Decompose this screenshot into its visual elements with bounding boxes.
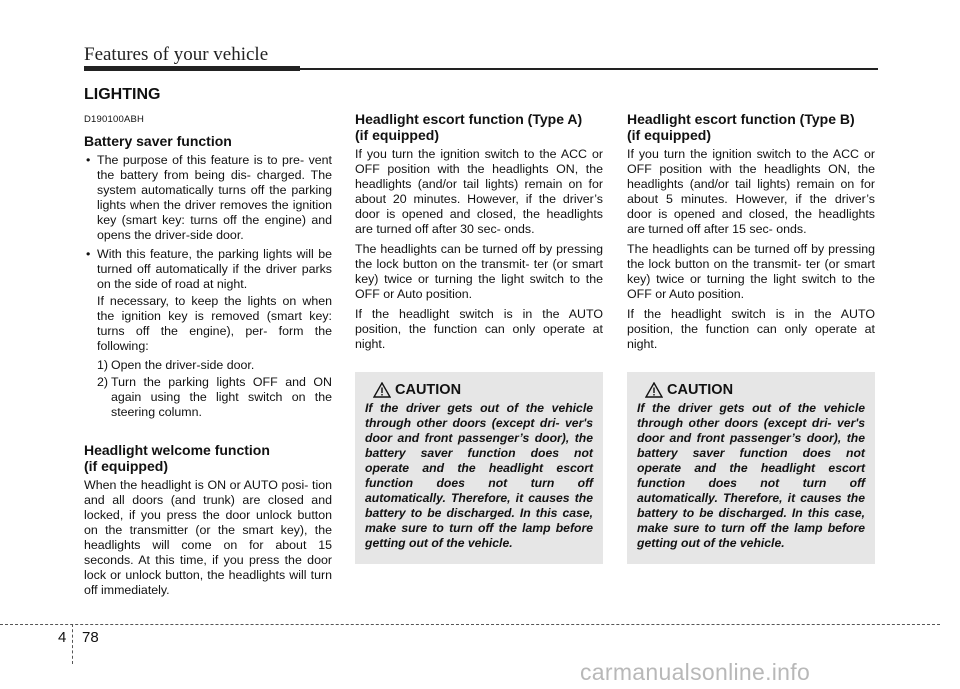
escort-a-heading xyxy=(355,111,603,143)
battery-saver-bullet-2 xyxy=(84,247,332,292)
escort-b-paragraph-3: If the headlight switch is in the AUTO position, the function can only operate at night. xyxy=(627,307,875,351)
escort-a-paragraph-2: The headlights can be turned off by pressing the lock button on the transmit- ter (or smart key) twice or turning the light switch to the OFF or Auto position. xyxy=(355,242,603,301)
step-text: Open the driver-side door. xyxy=(111,358,255,372)
caution-box xyxy=(627,372,875,564)
section-title: LIGHTING xyxy=(84,86,161,103)
footer-divider xyxy=(72,624,73,664)
escort-a-heading-line-1: Headlight escort function (Type A) xyxy=(355,111,583,127)
page-number: 78 xyxy=(82,629,99,646)
watermark: carmanualsonline.info xyxy=(580,659,811,685)
welcome-heading xyxy=(84,442,332,474)
battery-saver-bullet-1: • The purpose of this feature is to pre- vent the battery from being dis- charged. The system automatically turns off the parking lights when the driver removes the ignition key (smart key: turns off the engine) and opens the driver-side door. xyxy=(84,153,332,243)
column-middle xyxy=(355,111,603,357)
step-number: 1) xyxy=(97,358,109,372)
step-item xyxy=(97,358,332,373)
welcome-body: When the headlight is ON or AUTO posi- tion and all doors (and trunk) are closed and locked, if you press the door unlock button on the transmitter (or the smart key), the headlights will come on for about 15 seconds. At this time, if you press the door lock or unlock button, the headlights will turn off immediately. xyxy=(84,478,332,597)
caution-body: If the driver gets out of the vehicle through other doors (except dri- ver's door and front passenger’s door), the battery saver function does not operate and the headlight escort function does not turn off automatically. Therefore, it causes the battery to be discharged. In this case, make sure to turn off the lamp before getting out of the vehicle. xyxy=(637,401,865,550)
welcome-heading-line-2: (if equipped) xyxy=(84,458,168,474)
step-text: Turn the parking lights OFF and ON again using the light switch on the steering column. xyxy=(111,375,332,419)
escort-b-heading xyxy=(627,111,875,143)
header-rule xyxy=(300,68,878,70)
warning-triangle-icon xyxy=(373,382,391,398)
escort-b-paragraph-2: The headlights can be turned off by pressing the lock button on the transmit- ter (or smart key) twice or turning the light switch to the OFF or Auto position. xyxy=(627,242,875,301)
caution-box xyxy=(355,372,603,564)
step-number: 2) xyxy=(97,375,109,389)
column-left xyxy=(84,108,332,603)
caution-title: CAUTION xyxy=(667,382,734,398)
escort-a-paragraph-3: If the headlight switch is in the AUTO position, the function can only operate at night. xyxy=(355,307,603,351)
caution-title: CAUTION xyxy=(395,382,462,398)
header-bar xyxy=(84,66,300,71)
welcome-heading-line-1: Headlight welcome function xyxy=(84,442,270,458)
caution-body: If the driver gets out of the vehicle through other doors (except dri- ver's door and front passenger’s door), the battery saver function does not operate and the headlight escort function does not turn off automatically. Therefore, it causes the battery to be discharged. In this case, make sure to turn off the lamp before getting out of the vehicle. xyxy=(365,401,593,550)
battery-saver-bullet-2-text: With this feature, the parking lights will be turned off automatically if the driver parks on the side of road at night. xyxy=(97,247,332,291)
escort-b-heading-line-1: Headlight escort function (Type B) xyxy=(627,111,855,127)
column-right xyxy=(627,111,875,357)
step-item xyxy=(97,375,332,420)
escort-a-paragraph-1: If you turn the ignition switch to the ACC or OFF position with the headlights ON, the headlights (and/or tail lights) remain on for about 20 minutes. However, if the driver’s door is opened and closed, the headlights are turned off after 30 sec- onds. xyxy=(355,147,603,236)
warning-triangle-icon xyxy=(645,382,663,398)
section-code: D190100ABH xyxy=(84,114,145,125)
page-section-number: 4 xyxy=(58,629,67,646)
battery-saver-heading: Battery saver function xyxy=(84,133,232,149)
escort-b-heading-line-2: (if equipped) xyxy=(627,127,711,143)
escort-b-paragraph-1: If you turn the ignition switch to the ACC or OFF position with the headlights ON, the headlights (and/or tail lights) remain on for about 5 minutes. However, if the driver’s door is opened and closed, the headlights are turned off after 15 sec- onds. xyxy=(627,147,875,236)
caution-header xyxy=(645,382,865,398)
battery-saver-steps xyxy=(97,358,332,420)
footer-rule xyxy=(0,624,940,625)
battery-saver-sub-paragraph: If necessary, to keep the lights on when the ignition key is removed (smart key: turns off the engine), per- form the following: xyxy=(97,294,332,353)
caution-header xyxy=(373,382,593,398)
page-header-title: Features of your vehicle xyxy=(84,44,269,65)
battery-saver-list xyxy=(84,153,332,292)
escort-a-heading-line-2: (if equipped) xyxy=(355,127,439,143)
